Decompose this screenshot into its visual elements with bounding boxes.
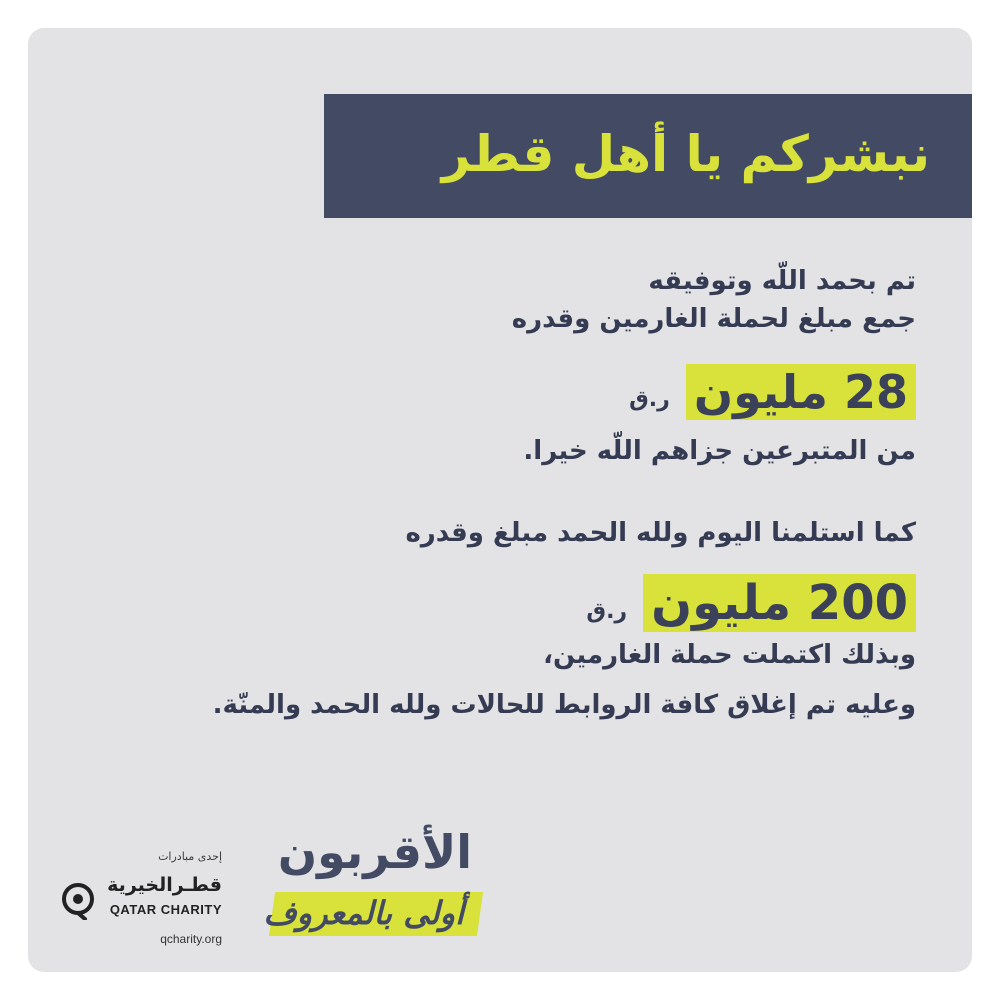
amount-highlight-2: 200 مليون: [643, 574, 916, 632]
initiative-label: إحدى مبادرات: [158, 850, 222, 863]
body-line-1: تم بحمد اللّه وتوفيقه: [648, 266, 916, 296]
charity-name-ar: قطـرالخيرية: [107, 874, 222, 896]
qatar-charity-logo: [50, 844, 222, 954]
announcement-card: [28, 28, 972, 972]
body-line-2: جمع مبلغ لحملة الغارمين وقدره: [511, 304, 916, 334]
body-line-6: وعليه تم إغلاق كافة الروابط للحالات ولله الحمد والمنّة.: [212, 690, 916, 720]
currency-label-1: ر.ق: [629, 387, 670, 412]
campaign-logo: [260, 824, 480, 944]
body-line-4: كما استلمنا اليوم ولله الحمد مبلغ وقدره: [405, 518, 916, 548]
qatar-charity-logo-icon: [58, 880, 98, 920]
campaign-logo-main: الأقربون: [277, 825, 472, 879]
body-line-3: من المتبرعين جزاهم اللّه خيرا.: [523, 436, 916, 466]
title-banner: [324, 94, 972, 218]
campaign-logo-sub: أولى بالمعروف: [263, 894, 464, 932]
charity-name-en: QATAR CHARITY: [109, 902, 222, 917]
announcement-body: [76, 264, 916, 722]
amount-row-2: [76, 574, 916, 632]
page-title: نبشركم يا أهل قطر: [441, 125, 930, 183]
amount-row-1: [76, 364, 916, 420]
currency-label-2: ر.ق: [586, 599, 628, 624]
body-line-5: وبذلك اكتملت حملة الغارمين،: [543, 640, 916, 670]
charity-url: qcharity.org: [160, 932, 222, 946]
amount-highlight-1: 28 مليون: [686, 364, 916, 420]
